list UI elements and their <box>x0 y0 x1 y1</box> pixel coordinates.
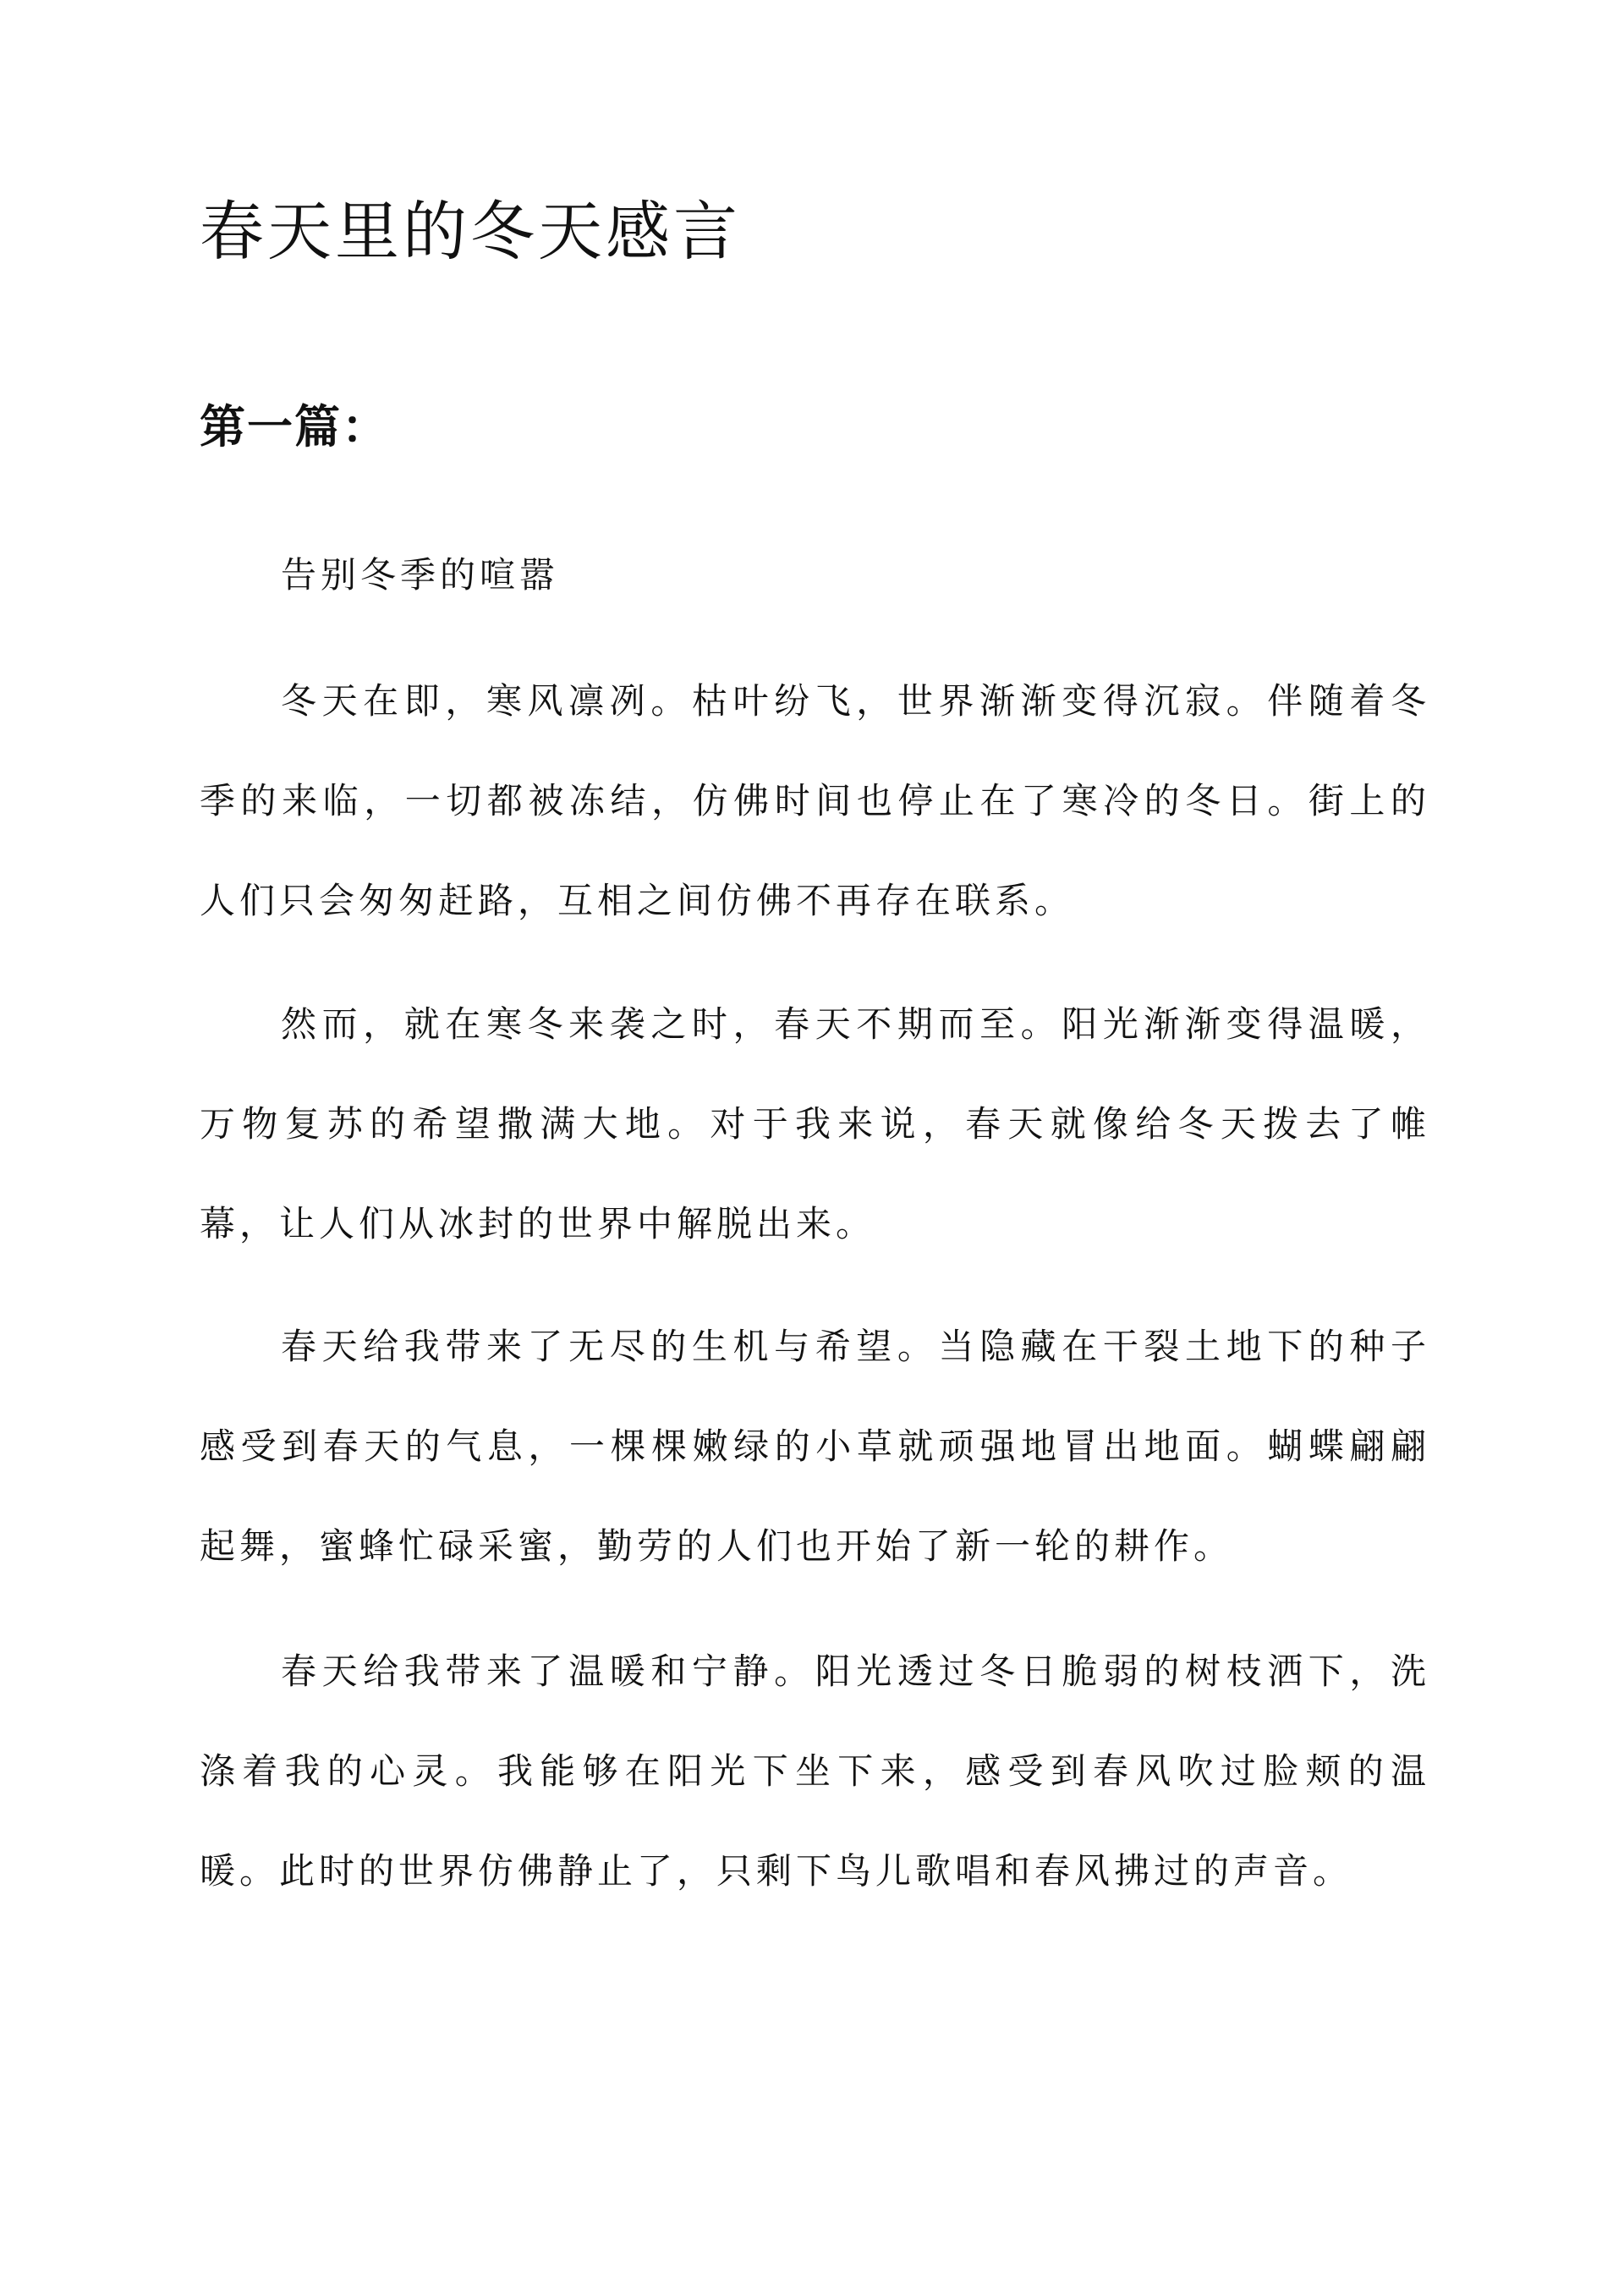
paragraph-3: 春天给我带来了无尽的生机与希望。当隐藏在干裂土地下的种子感受到春天的气息，一棵棵嫩绿的小草就顽强地冒出地面。蝴蝶翩翩起舞，蜜蜂忙碌采蜜，勤劳的人们也开始了新一轮的耕作。 <box>200 1326 1430 1567</box>
paragraph-1: 冬天在即，寒风凛冽。枯叶纷飞，世界渐渐变得沉寂。伴随着冬季的来临，一切都被冻结，仿佛时间也停止在了寒冷的冬日。街上的人们只会匆匆赶路，互相之间仿佛不再存在联系。 <box>200 680 1430 921</box>
section-heading: 第一篇： <box>200 399 389 453</box>
paragraph-4: 春天给我带来了温暖和宁静。阳光透过冬日脆弱的树枝洒下，洗涤着我的心灵。我能够在阳光下坐下来，感受到春风吹过脸颊的温暖。此时的世界仿佛静止了，只剩下鸟儿歌唱和春风拂过的声音。 <box>200 1651 1430 1892</box>
document-title: 春天里的冬天感言 <box>200 194 741 269</box>
essay-subtitle: 告别冬季的喧嚣 <box>281 554 560 596</box>
paragraph-2: 然而，就在寒冬来袭之时，春天不期而至。阳光渐渐变得温暖，万物复苏的希望撒满大地。对于我来说，春天就像给冬天拨去了帷幕，让人们从冰封的世界中解脱出来。 <box>200 1003 1430 1244</box>
